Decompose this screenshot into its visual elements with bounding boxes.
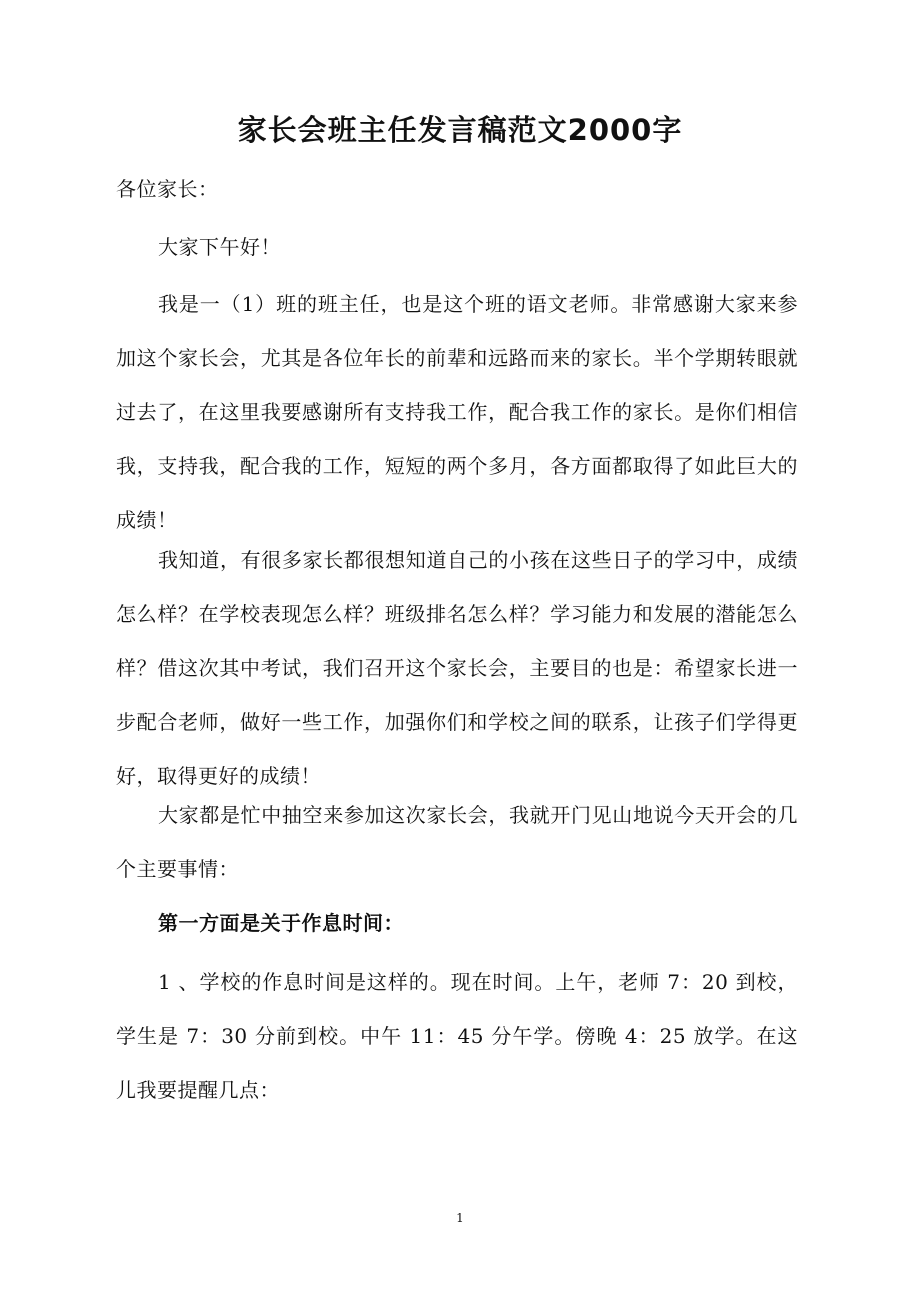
list-item-schedule: 1 、学校的作息时间是这样的。现在时间。上午，老师 7：20 到校，学生是 7：30 分前到校。中午 11：45 分午学。傍晚 4：25 放学。在这儿我要提醒几点： [116, 970, 798, 1102]
section-heading: 第一方面是关于作息时间： [158, 911, 404, 935]
greeting: 各位家长： [116, 177, 219, 201]
paragraph-agenda: 大家都是忙中抽空来参加这次家长会，我就开门见山地说今天开会的几个主要事情： [116, 803, 798, 881]
paragraph-purpose: 我知道，有很多家长都很想知道自己的小孩在这些日子的学习中，成绩怎么样？在学校表现怎么样？班级排名怎么样？学习能力和发展的潜能怎么样？借这次其中考试，我们召开这个家长会，主要目的也是：希望家长进一步配合老师，做好一些工作，加强你们和学校之间的联系，让孩子们学得更好，取得更好的成绩！ [116, 548, 798, 788]
paragraph-introduction: 我是一（1）班的班主任，也是这个班的语文老师。非常感谢大家来参加这个家长会，尤其是各位年长的前辈和远路而来的家长。半个学期转眼就过去了，在这里我要感谢所有支持我工作，配合我工作的家长。是你们相信我，支持我，配合我的工作，短短的两个多月，各方面都取得了如此巨大的成绩！ [116, 292, 798, 532]
paragraph-hello: 大家下午好！ [158, 235, 281, 259]
page-number: 1 [456, 1211, 464, 1225]
document-title: 家长会班主任发言稿范文2000字 [237, 113, 683, 147]
